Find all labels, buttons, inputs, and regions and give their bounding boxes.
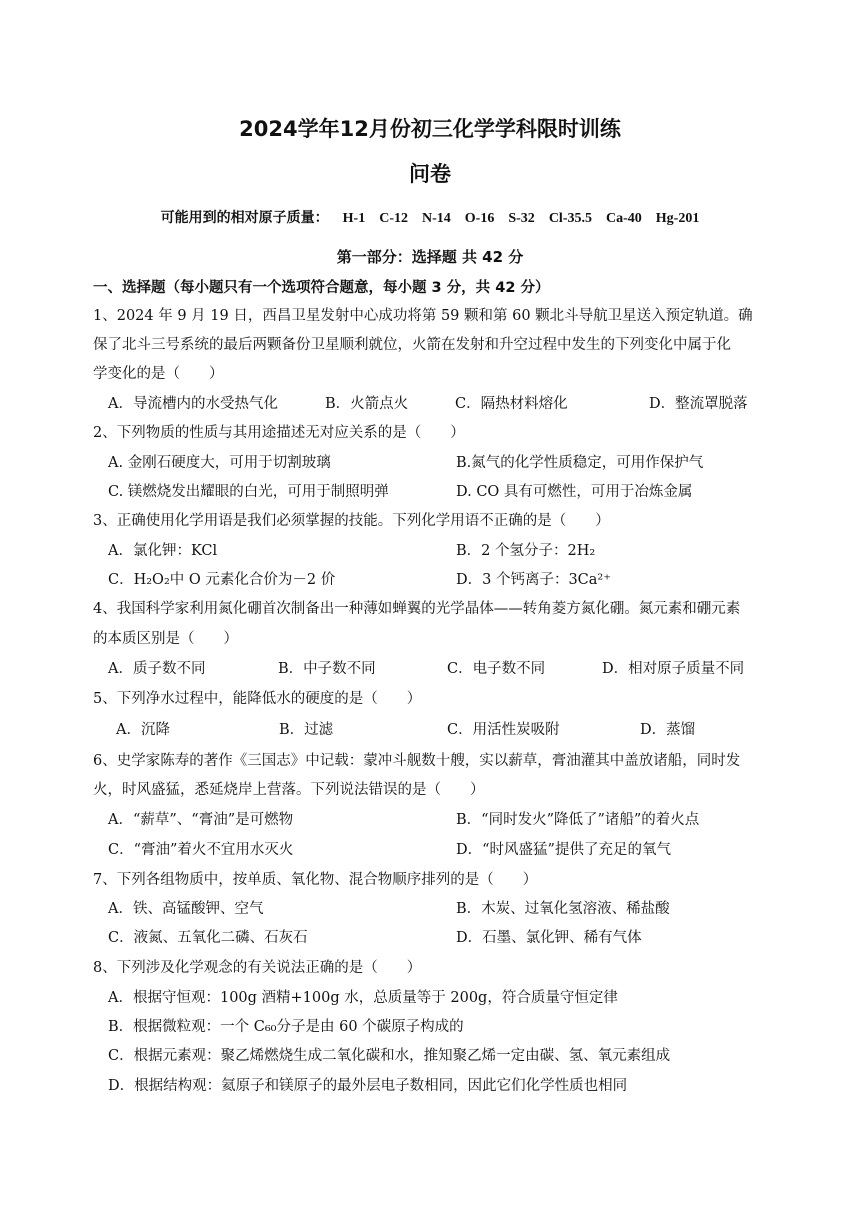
question-4-stem-line-1: 4、我国科学家利用氮化硼首次制备出一种薄如蝉翼的光学晶体——转角菱方氮化硼。氮元素和硼元素 (93, 601, 741, 617)
document-subtitle: 问卷 (409, 162, 451, 186)
question-2-option-c: C. 镁燃烧发出耀眼的白光，可用于制照明弹 (108, 484, 389, 500)
question-2-stem: 2、下列物质的性质与其用途描述无对应关系的是（ ） (93, 425, 465, 441)
atomic-mass-line (0, 207, 860, 227)
question-2-option-a: A. 金刚石硬度大，可用于切割玻璃 (108, 455, 331, 471)
question-7-option-c: C．液氮、五氧化二磷、石灰石 (108, 930, 308, 946)
question-5-option-a: A．沉降 (116, 722, 170, 738)
question-1-option-c: C．隔热材料熔化 (455, 396, 568, 412)
question-8-option-c: C．根据元素观：聚乙烯燃烧生成二氧化碳和水，推知聚乙烯一定由碳、氢、氧元素组成 (108, 1048, 671, 1064)
question-8-option-a: A．根据守恒观：100g 酒精+100g 水，总质量等于 200g，符合质量守恒定律 (108, 990, 618, 1006)
question-1-option-d: D．整流罩脱落 (649, 396, 748, 412)
question-7-option-d: D．石墨、氯化钾、稀有气体 (456, 930, 642, 946)
question-6-stem-line-1: 6、史学家陈寿的著作《三国志》中记载：蒙冲斗舰数十艘，实以薪草，膏油灌其中盖放诸船，同时发 (93, 753, 741, 769)
atomic-mass-label: 可能用到的相对原子质量： (160, 210, 329, 226)
atomic-mass: Ca-40 (605, 211, 642, 226)
question-4-option-d: D．相对原子质量不同 (602, 661, 745, 677)
question-7-option-a: A．铁、高锰酸钾、空气 (108, 901, 264, 917)
atomic-mass: O-16 (464, 211, 495, 226)
question-2-option-d: D. CO 具有可燃性，可用于冶炼金属 (456, 484, 693, 500)
question-8-option-b: B．根据微粒观：一个 C₆₀分子是由 60 个碳原子构成的 (108, 1019, 464, 1035)
question-3-option-c: C．H₂O₂中 O 元素化合价为－2 价 (108, 572, 336, 588)
question-7-option-b: B．木炭、过氧化氢溶液、稀盐酸 (456, 901, 670, 917)
atomic-mass: H-1 (342, 211, 366, 226)
question-5-option-d: D．蒸馏 (640, 722, 696, 738)
question-4-option-a: A．质子数不同 (108, 661, 206, 677)
question-3-option-d: D．3 个钙离子：3Ca²⁺ (456, 572, 611, 588)
part-heading: 第一部分：选择题 共 42 分 (336, 248, 524, 266)
atomic-mass: N-14 (422, 211, 451, 226)
question-4-stem-line-2: 的本质区别是（ ） (93, 631, 238, 647)
section-heading: 一、选择题（每小题只有一个选项符合题意，每小题 3 分，共 42 分） (93, 280, 550, 296)
atomic-mass: Hg-201 (655, 211, 700, 226)
question-7-stem: 7、下列各组物质中，按单质、氧化物、混合物顺序排列的是（ ） (93, 872, 538, 888)
question-1-option-b: B．火箭点火 (325, 396, 409, 412)
question-4-option-c: C．电子数不同 (447, 661, 546, 677)
question-5-option-c: C．用活性炭吸附 (447, 722, 560, 738)
question-3-option-b: B．2 个氢分子：2H₂ (456, 543, 596, 559)
atomic-mass: C-12 (379, 211, 409, 226)
question-3-option-a: A．氯化钾：KCl (108, 543, 218, 559)
question-1-stem-line-1: 1、2024 年 9 月 19 日，西昌卫星发射中心成功将第 59 颗和第 60 颗北斗导航卫星送入预定轨道。确 (93, 308, 753, 324)
question-5-stem: 5、下列净水过程中，能降低水的硬度的是（ ） (93, 691, 422, 707)
question-2-option-b: B.氮气的化学性质稳定，可用作保护气 (456, 455, 704, 471)
question-6-option-b: B．“同时发火”降低了”诸船”的着火点 (456, 812, 700, 828)
question-6-option-a: A．“薪草”、“膏油”是可燃物 (108, 812, 294, 828)
atomic-mass: S-32 (508, 211, 535, 226)
question-6-stem-line-2: 火，时风盛猛，悉延烧岸上营落。下列说法错误的是（ ） (93, 782, 485, 798)
question-8-option-d: D．根据结构观：氦原子和镁原子的最外层电子数相同，因此它们化学性质也相同 (108, 1078, 628, 1094)
document-title: 2024学年12月份初三化学学科限时训练 (239, 117, 621, 141)
question-4-option-b: B．中子数不同 (278, 661, 376, 677)
question-3-stem: 3、正确使用化学用语是我们必须掌握的技能。下列化学用语不正确的是（ ） (93, 513, 610, 529)
question-1-option-a: A．导流槽内的水受热气化 (108, 396, 278, 412)
question-5-option-b: B．过滤 (279, 722, 334, 738)
question-6-option-c: C．“膏油”着火不宜用水灭火 (108, 842, 294, 858)
question-8-stem: 8、下列涉及化学观念的有关说法正确的是（ ） (93, 960, 422, 976)
question-1-stem-line-2: 保了北斗三号系统的最后两颗备份卫星顺利就位，火箭在发射和升空过程中发生的下列变化中属于化 (93, 337, 731, 353)
question-1-stem-line-3: 学变化的是（ ） (93, 366, 224, 382)
atomic-mass: Cl-35.5 (548, 211, 592, 226)
question-6-option-d: D．“时风盛猛”提供了充足的氧气 (456, 842, 671, 858)
